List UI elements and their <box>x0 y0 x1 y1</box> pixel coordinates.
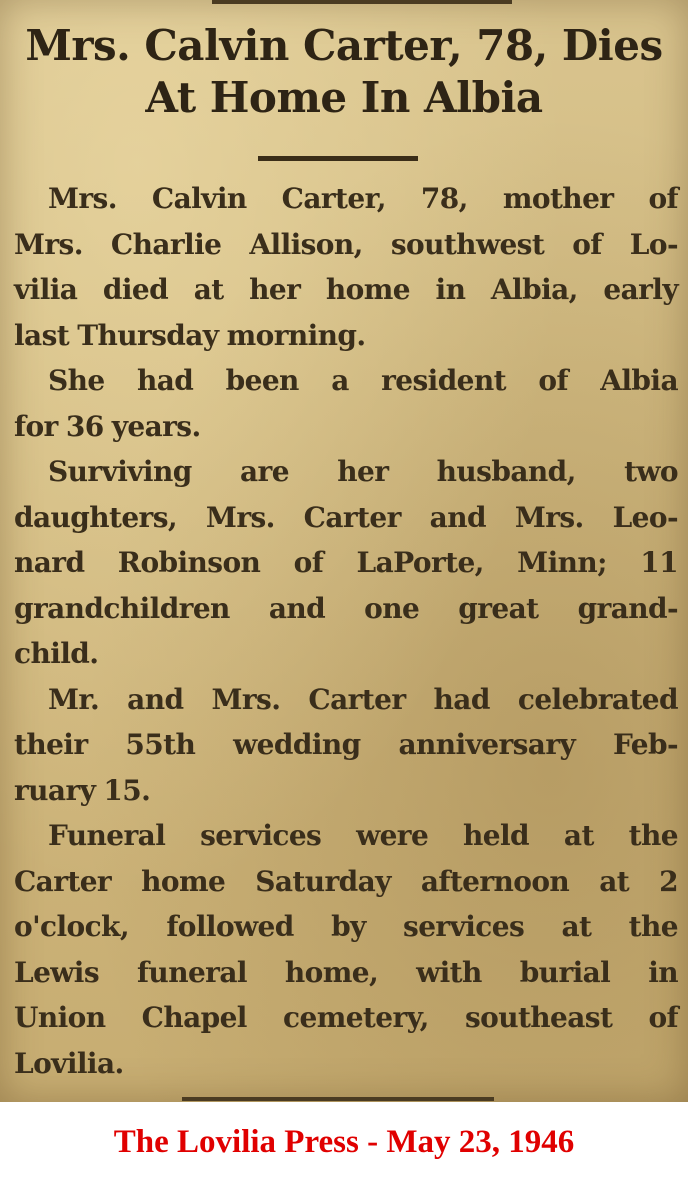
paragraph-4 <box>14 677 678 814</box>
article-line: Funeral services were held at the <box>48 819 678 852</box>
article-body <box>14 176 678 1086</box>
bottom-rule <box>182 1097 494 1101</box>
article-line: last Thursday morning. <box>14 318 366 352</box>
article-line: nard Robinson of LaPorte, Minn; 11 <box>14 546 678 579</box>
article-line: daughters, Mrs. Carter and Mrs. Leo- <box>14 500 678 534</box>
headline-line-2: At Home In Albia <box>145 73 543 122</box>
article-line: for 36 years. <box>14 409 201 443</box>
headline-line-1: Mrs. Calvin Carter, 78, Dies <box>25 21 663 70</box>
source-caption: The Lovilia Press - May 23, 1946 <box>113 1124 575 1160</box>
article-line: Surviving are her husband, two <box>48 455 678 488</box>
article-line: child. <box>14 637 99 670</box>
article-line: o'clock, followed by services at the <box>14 910 678 943</box>
article-line: grandchildren and one great grand- <box>14 591 678 625</box>
article-line: vilia died at her home in Albia, early <box>14 273 678 306</box>
paragraph-3 <box>14 449 678 677</box>
headline-divider <box>258 156 418 161</box>
article-line: Mr. and Mrs. Carter had celebrated <box>48 682 678 716</box>
article-line: ruary 15. <box>14 773 151 807</box>
headline <box>0 20 688 124</box>
paragraph-5 <box>14 813 678 1086</box>
article-line: She had been a resident of Albia <box>48 364 678 397</box>
article-line: Mrs. Charlie Allison, southwest of Lo- <box>14 227 678 261</box>
article-line: Carter home Saturday afternoon at 2 <box>14 864 678 898</box>
article-line: their 55th wedding anniversary Feb- <box>14 728 678 761</box>
article-line: Lewis funeral home, with burial in <box>14 955 678 989</box>
paragraph-1 <box>14 176 678 358</box>
article-line: Mrs. Calvin Carter, 78, mother of <box>48 182 678 215</box>
paragraph-2 <box>14 358 678 449</box>
top-rule <box>212 0 512 4</box>
article-line: Union Chapel cemetery, southeast of <box>14 1001 678 1034</box>
article-line: Lovilia. <box>14 1046 124 1080</box>
